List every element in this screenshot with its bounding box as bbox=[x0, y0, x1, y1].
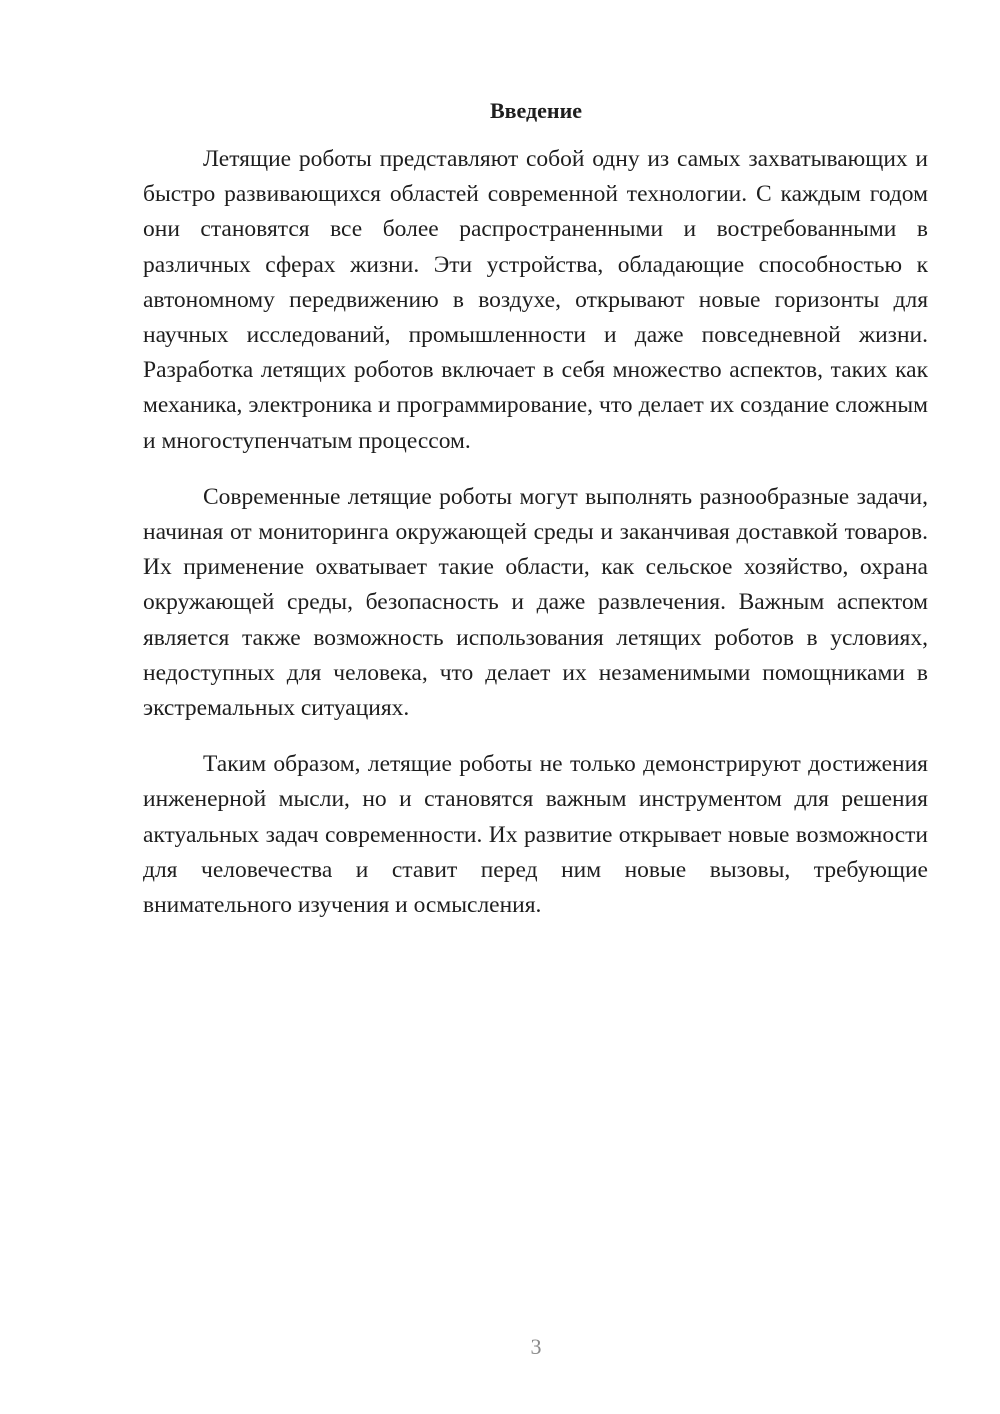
body-text bbox=[143, 142, 928, 944]
paragraph-3: Таким образом, летящие роботы не только демонстрируют достижения инженерной мысли, но и становятся важным инструментом для решения актуальных задач современности. Их развитие открывает новые возможности для человечества и ставит перед ним новые вызовы, требующие внимательного изучения и осмысления. bbox=[143, 751, 928, 919]
page-number: 3 bbox=[530, 1334, 542, 1359]
paragraph-1: Летящие роботы представляют собой одну из самых захватывающих и быстро развивающихся областей современной технологии. С каждым годом они становятся все более распространенными и востребованными в различных сферах жизни. Эти устройства, обладающие способностью к автономному передвижению в воздухе, открывают новые горизонты для научных исследований, промышленности и даже повседневной жизни. Разработка летящих роботов включает в себя множество аспектов, таких как механика, электроника и программирование, что делает их создание сложным и многоступенчатым процессом. bbox=[143, 146, 928, 454]
section-heading: Введение bbox=[489, 98, 583, 123]
paragraph-2: Современные летящие роботы могут выполнять разнообразные задачи, начиная от мониторинга окружающей среды и заканчивая доставкой товаров. Их применение охватывает такие области, как сельское хозяйство, охрана окружающей среды, безопасность и даже развлечения. Важным аспектом является также возможность использования летящих роботов в условиях, недоступных для человека, что делает их незаменимыми помощниками в экстремальных ситуациях. bbox=[143, 483, 928, 722]
